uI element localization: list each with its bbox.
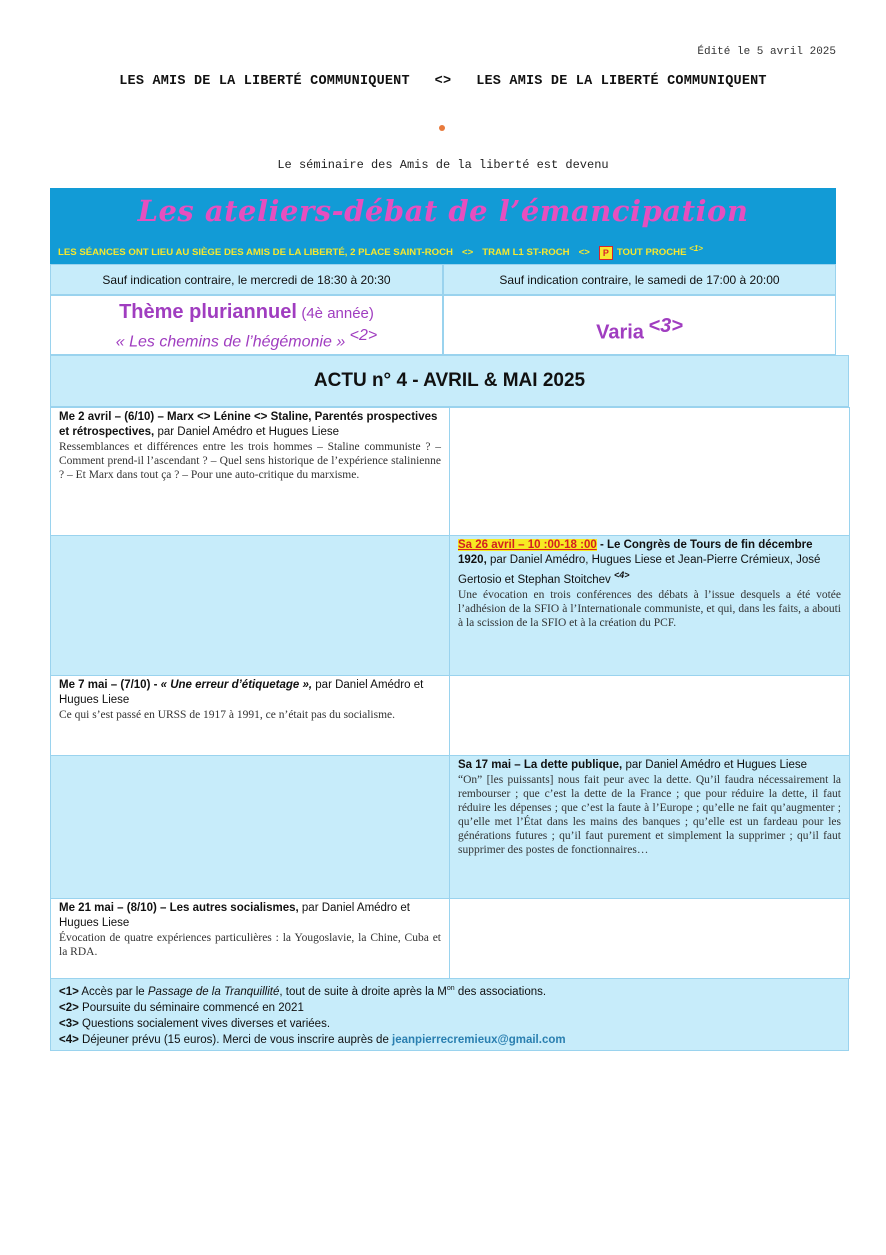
- bullet-dot: [439, 125, 445, 131]
- footnote: [59, 1016, 840, 1032]
- empty-cell: [450, 899, 850, 979]
- table-row: [51, 756, 850, 899]
- footnote-text: des associations.: [454, 985, 547, 998]
- theme-label: Thème pluriannuel: [119, 301, 297, 323]
- footnote-text: Accès par le: [78, 985, 148, 998]
- event-title: Me 21 mai – (8/10) – Les autres socialismes,: [59, 902, 299, 914]
- page-title: Les ateliers-débat de l’émancipation: [137, 194, 749, 228]
- event-description: Ressemblances et différences entre les trois hommes – Staline communiste ? – Comment prend-il l’ascendant ? – Quel sens historique de l’expérience stalinienne ? – Et Marx dans tout ça ? – Pour une auto-critique du marxisme.: [59, 441, 441, 481]
- empty-cell: [51, 756, 450, 899]
- footnote: [59, 1000, 840, 1016]
- theme-quote: « Les chemins de l’hégémonie »: [115, 333, 346, 351]
- theme-ref: <2>: [349, 327, 378, 344]
- event-description: Ce qui s’est passé en URSS de 1917 à 1991, ce n’était pas du socialisme.: [59, 709, 395, 721]
- footnote-sup: on: [446, 985, 455, 992]
- event-speakers: par Daniel Amédro et Hugues Liese: [154, 426, 339, 438]
- page-banner: LES AMIS DE LA LIBERTÉ COMMUNIQUENT <> LES AMIS DE LA LIBERTÉ COMMUNIQUENT: [119, 74, 767, 89]
- theme-varia: [443, 295, 836, 355]
- email-link[interactable]: jeanpierrecremieux@gmail.com: [392, 1033, 566, 1046]
- venue-separator: <>: [461, 247, 474, 259]
- footnote-ref: <3>: [59, 1017, 79, 1030]
- event-cell: [51, 408, 450, 536]
- events-table: [50, 407, 850, 979]
- event-title-italic: « Une erreur d’étiquetage »,: [160, 679, 313, 691]
- event-cell: [51, 899, 450, 979]
- footnote-text: Poursuite du séminaire commencé en 2021: [78, 1001, 304, 1014]
- empty-cell: [450, 676, 850, 756]
- table-row: [51, 408, 850, 536]
- venue-line: [58, 244, 828, 260]
- event-speakers: par Daniel Amédro et Hugues Liese: [622, 759, 807, 771]
- footnote-ref: <4>: [59, 1033, 79, 1046]
- footnote-ref: <1>: [59, 985, 79, 998]
- parking-icon: P: [599, 246, 613, 260]
- empty-cell: [51, 536, 450, 676]
- venue-ref: <1>: [689, 244, 703, 253]
- table-row: [51, 676, 850, 756]
- empty-cell: [450, 408, 850, 536]
- event-date-highlight: Sa 26 avril – 10 :00-18 :00: [458, 539, 597, 551]
- event-title: Me 2 avril – (6/10) – Marx <> Lénine <> Staline, Parentés prospectives et rétrospectives,: [59, 411, 438, 438]
- table-row: [51, 899, 850, 979]
- event-description: Une évocation en trois conférences des débats à l’issue desquels a été votée l’adhésion de la SFIO à l’Internationale communiste, et qui, dans les faits, a abouti à la scission de la SFIO et à la création du PCF.: [458, 588, 841, 629]
- venue-nearby: TOUT PROCHE: [616, 247, 687, 259]
- event-description: “On” [les puissants] nous fait peur avec la dette. Qu’il faudra nécessairement la rembourser ; que c’est la dette de la France ; que pour réduire la dette, il faut réduire les dépenses ; que c’est la faute à l’Europe ; qu’elle ne fait qu’augmenter ; qu’elle met l’État dans les mains des banques ; qu’elle est un fardeau pour les générations futures ; qu’il faut purement et simplement la supprimer ; qu’il faut supprimer des postes de fonctionnaires…: [458, 774, 841, 856]
- schedule-wednesday: Sauf indication contraire, le mercredi de 18:30 à 20:30: [50, 264, 443, 295]
- footnote-text: Déjeuner prévu (15 euros). Merci de vous inscrire auprès de: [78, 1033, 393, 1046]
- event-speakers: par Daniel Amédro et Hugues Liese: [59, 679, 424, 706]
- theme-year: (4è année): [301, 305, 374, 322]
- event-title: Sa 17 mai – La dette publique,: [458, 759, 623, 771]
- footnote-text: , tout de suite à droite après la M: [279, 985, 447, 998]
- title-block: [50, 188, 836, 264]
- event-speakers: par Daniel Amédro et Hugues Liese: [59, 902, 410, 929]
- event-speakers: par Daniel Amédro, Hugues Liese et Jean-Pierre Crémieux, José Gertosio et Stephan Stoitchev: [458, 554, 821, 586]
- event-cell: [450, 536, 850, 676]
- intro-text: Le séminaire des Amis de la liberté est devenu: [277, 158, 609, 172]
- venue-address: LES SÉANCES ONT LIEU AU SIÈGE DES AMIS DE LA LIBERTÉ, 2 PLACE SAINT-ROCH: [58, 247, 453, 259]
- actu-title: ACTU n° 4 - AVRIL & MAI 2025: [50, 355, 849, 407]
- footnote-ref: <2>: [59, 1001, 79, 1014]
- schedule-saturday: Sauf indication contraire, le samedi de 17:00 à 20:00: [443, 264, 836, 295]
- event-description: Évocation de quatre expériences particulières : la Yougoslavie, la Chine, Cuba et la RDA.: [59, 932, 441, 958]
- varia-ref: <3>: [648, 315, 683, 337]
- event-cell: [51, 676, 450, 756]
- theme-multi-year: [50, 295, 443, 355]
- event-title: Me 7 mai – (7/10) -: [59, 679, 161, 691]
- event-ref: <4>: [613, 570, 630, 580]
- varia-label: Varia: [596, 321, 644, 344]
- footnotes: [50, 978, 849, 1051]
- footnote-text: Questions socialement vives diverses et variées.: [78, 1017, 331, 1030]
- table-row: [51, 536, 850, 676]
- venue-separator: <>: [578, 247, 590, 259]
- footnote: [59, 981, 840, 1000]
- event-cell: [450, 756, 850, 899]
- venue-tram: TRAM L1 ST-ROCH: [482, 247, 570, 259]
- footnote-italic: Passage de la Tranquillité: [147, 985, 280, 998]
- edit-date: Édité le 5 avril 2025: [697, 46, 836, 58]
- footnote: [59, 1032, 840, 1048]
- event-title: - Le Congrès de Tours de fin décembre 1920,: [458, 539, 813, 566]
